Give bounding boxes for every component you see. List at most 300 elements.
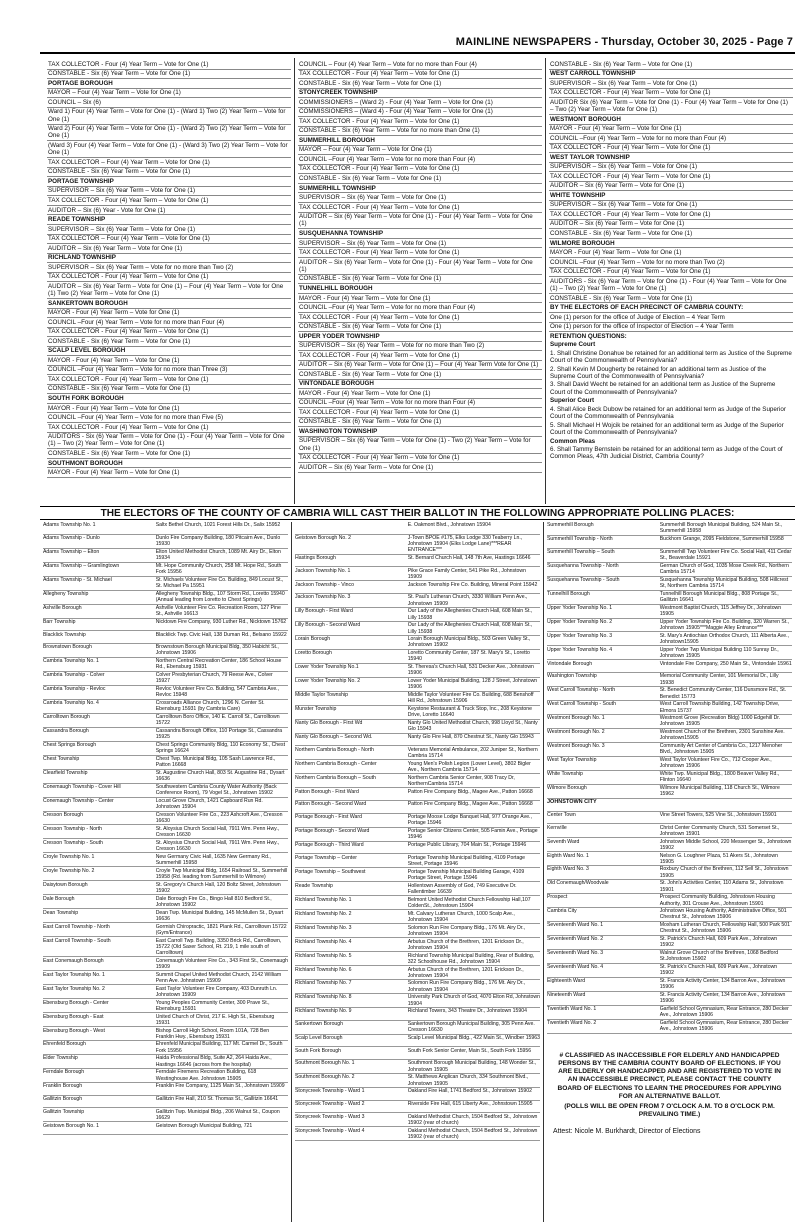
precinct-name: Summerhill Township - North [547,536,613,543]
polling-place-row [295,1113,540,1127]
polling-location: Portage Moose Lodge Banquet Hall, 977 Orange Ave., Portage 15946 [407,814,532,827]
polling-place-row [295,868,540,882]
precinct-name: Allegheny Township [43,590,89,597]
polling-location: Moxham Lutheran Church, Fellowship Hall, 500 Park 501 Chestnut St., Johnstown 15906 [659,922,790,935]
polling-location: Patton Fire Company Bldg., Magee Ave., Patton 16668 [407,788,533,795]
polling-place-row [295,952,540,966]
precinct-name: Clearfield Township [43,769,88,776]
polling-place-row [43,700,288,714]
polling-location: West Taylor Volunteer Fire Co., 712 Cooper Ave., Johnstown 15906 [659,757,772,770]
polling-place-row [43,686,288,700]
precinct-name: Stonycreek Township - Ward 2 [295,1101,365,1108]
polling-place-row [547,838,792,852]
office-line: CONSTABLE - Six (6) Year Term – Vote for One (1) [47,449,291,459]
precinct-name: Richland Township No. 2 [295,910,352,917]
masthead-title: MAINLINE NEWSPAPERS - Thursday, October 30, 2025 - Page 7 [455,36,793,48]
polling-place-row [43,644,288,658]
office-heading: Common Pleas [550,437,596,445]
polling-place-row [295,1008,540,1021]
offices-column-2 [295,58,546,504]
precinct-name: JOHNSTOWN CITY [547,799,597,806]
precinct-name: Twentieth Ward No. 1 [547,1006,597,1013]
precinct-name: Gallitzin Township [43,1108,85,1115]
polling-location: Garfield School Gymnasium, Rear Entrance, 280 Decker Ave., Johnstown 15906 [659,1020,789,1033]
polling-place-row [295,720,540,734]
polling-location: Chest Twp. Municipal Bldg, 105 Sash Lawrence Rd., Patton 16668 [155,756,276,769]
polling-place-row [547,908,792,922]
office-heading: TUNNELHILL BOROUGH [298,284,542,294]
polling-location: Oakland Methodist Church, 1504 Bedford St., Johnstown 15902 (rear of church) [407,1127,538,1140]
polling-place-row [43,798,288,812]
polling-place-row [547,605,792,619]
polling-location: Summerhill Borough Municipal Building, 524 Main St., Summerhill 15958 [659,522,783,535]
polling-place-row [547,1020,792,1034]
polling-place-row [295,1047,540,1060]
polling-location: Patton Fire Company Bldg., Magee Ave., Patton 16668 [407,801,533,808]
polling-place-row [547,757,792,771]
polling-place-row [295,842,540,855]
precinct-name: Adams Township – Elton [43,549,100,556]
office-heading: RICHLAND TOWNSHIP [47,254,291,264]
poll-hours: (POLLS WILL BE OPEN FROM 7 O'CLOCK A.M. TO 8 O'CLOCK P.M. PREVAILING TIME.) [564,1102,775,1119]
polling-place-row [547,701,792,715]
polling-place-row [547,785,792,799]
polling-place-row [295,1021,540,1035]
office-line: AUDITORS - Six (6) Year Term – Vote for One (1) - Four (4) Year Term – Vote for One (1) – Two (2) Year Term – Vote for One (1) [47,433,291,450]
precinct-name: Seventeenth Ward No. 1 [547,922,604,929]
polling-place-row [295,828,540,842]
polling-place-row [547,591,792,605]
polling-location: Pike Grace Family Center, 541 Pike Rd., Johnstown 15909 [407,567,526,580]
precinct-name: East Conemaugh Borough [43,957,104,964]
polling-place-row [547,880,792,894]
polling-place-row [295,650,540,664]
polling-place-row [295,535,540,555]
office-heading: STONYCREEK TOWNSHIP [298,89,542,99]
polling-place-row [547,729,792,743]
office-heading: PORTAGE BOROUGH [47,79,291,89]
polling-location: Prospect Community Building, Johnstown Housing Authority, 301 Crouse Ave., Johnstown 15901 [659,894,775,907]
polling-place-row [43,714,288,728]
office-heading: Superior Court [550,397,595,405]
office-line: CONSTABLE - Six (6) Year Term – Vote for no more than One (1) [298,127,542,137]
precinct-name: Munster Township [295,706,337,713]
polling-place-row [43,770,288,784]
precinct-name: Upper Yoder Township No. 3 [547,632,613,639]
polling-location: Geistown Borough Municipal Building, 721 [155,1122,253,1129]
polling-place-row [43,909,288,923]
office-line: TAX COLLECTOR - Four (4) Year Term – Vote for One (1) [298,248,542,258]
office-line: COUNCIL – Four (4) Year Term – Vote for no more than Four (4) [298,60,542,70]
polling-place-row [295,994,540,1008]
polling-location [660,799,792,810]
polling-location: East Taylor Volunteer Fire Company, 403 Dunruth Ln. Johnstown 15909 [155,985,278,998]
precinct-name: Franklin Borough [43,1083,83,1090]
precinct-name: Barr Township [43,618,76,625]
precinct-name: East Taylor Township No. 1 [43,971,105,978]
polling-places-banner: THE ELECTORS OF THE COUNTY OF CAMBRIA WILL CAST THEIR BALLOT IN THE FOLLOWING APPROPRIATE POLLING PLACES: [40,506,795,520]
office-line: CONSTABLE - Six (6) Year Term – Vote for One (1) [298,79,542,89]
polling-place-row [295,966,540,980]
polling-location: Belmont United Methodist Church Fellowship Hall,107 ColdenSt., Johnstown 15904 [407,896,531,909]
precinct-name: Center Town [547,811,576,818]
polling-place-row [43,957,288,971]
polling-location: Nanty Glo United Methodist Church, 998 Lloyd St., Nanty Glo 15943 [407,720,538,733]
polling-location: St. Francis Activity Center, 134 Barron Ave., Johnstown 15906 [659,992,786,1005]
polling-location: Dean Twp. Municipal Building, 145 McMullen St., Dysart 16636 [155,909,284,922]
polling-place-row [43,605,288,619]
office-heading: WHITE TOWNSHIP [549,191,793,201]
polling-place-row [547,715,792,729]
polling-location: Croyle Twp Municipal Bldg, 1654 Railroad St., Summerhill 15958 (Rd. leading from Summerhill to Wilmore) [155,867,288,880]
office-line: TAX COLLECTOR - Four (4) Year Term – Vote for One (1) [549,89,793,99]
office-line: TAX COLLECTOR – Four (4) Year Term – Vote for One (1) [47,158,291,168]
polling-location: Northern Central Recreation Center, 186 School House Rd., Ebensburg 15931 [155,658,282,671]
precinct-name: Jackson Township - Vinco [295,581,354,588]
polling-location: Conemaugh Volunteer Fire Co., 343 First St., Conemaugh 15909 [155,957,288,970]
polling-location: Oakland Fire Hall, 1741 Bedford St., Johnstown 15902 [407,1088,532,1095]
accessibility-notice-text: # CLASSIFIED AS INACCESSIBLE FOR ELDERLY AND HANDICAPPED PERSONS BY THE CAMBRIA COUNTY BOARD OF ELECTIONS. IF YOU ARE ELDERLY OR HANDICAPPED AND ARE REGISTERED TO VOTE IN AN INACCESSIBLE PRECINCT, PLEASE CONTACT THE COUNTY BOARD OF ELECTIONS TO LEARN THE PROCEDURES FOR APPLYING FOR AN ALTERNATIVE BALLOT. [557,1051,782,1100]
polling-place-row [295,1035,540,1048]
office-line: MAYOR - Four (4) Year Term – Vote for One (1) [549,248,793,258]
polls-column-1 [40,522,292,1222]
polling-location: Summerhill Twp Volunteer Fire Co. Social Hall, 411 Cedar St., Beaverdale 15921 [659,549,792,562]
precinct-name: Upper Yoder Township No. 2 [547,618,613,625]
polls-column-2 [292,522,544,1222]
polling-location: Garfield School Gymnasium, Rear Entrance, 280 Decker Ave., Johnstown 15906 [659,1006,789,1019]
polling-location: Saltx Bethel Church, 1021 Forest Hills Dr., Salix 15952 [155,522,281,529]
polling-place-row [43,825,288,839]
polling-place-row [547,673,792,687]
polling-location: Westmont Grove (Recreation Bldg) 1000 Edgehill Dr. Johnstown 15905 [659,715,781,728]
precinct-name: Richland Township No. 5 [295,952,352,959]
polling-location: Sankertown Borough Municipal Building, 305 Penn Ave. Cresson 16630 [407,1021,535,1034]
polling-place-row [547,922,792,936]
polling-place-row [43,631,288,644]
precinct-name: Hastings Borough [295,555,336,562]
precinct-name: Cassandra Borough [43,728,89,735]
polling-location: Portage Senior Citizens Center, 505 Famin Ave., Portage 15946 [407,828,538,841]
office-line: COUNCIL –Four (4) Year Term – Vote for no more than Four (4) [47,318,291,328]
precinct-name: Cambria Township No. 4 [43,700,99,707]
precinct-name: West Carroll Township - North [547,687,616,694]
precinct-name: Richland Township No. 9 [295,1008,352,1015]
polling-location: Arbutus Church of the Brethren, 1201 Erickson Dr., Johnstown 15904 [407,966,524,979]
polling-place-row [547,687,792,701]
precinct-name: Croyle Township No. 1 [43,853,95,860]
polling-place-row [295,1127,540,1141]
polling-location: Gallitzin Fire Hall, 210 St. Thomas St., Gallitzin 16641 [155,1096,279,1103]
polling-location: Summit Chapel United Methodist Church, 2142 William Penn Ave. Johnstown 15909 [155,971,282,984]
office-line: AUDITOR – Six (6) Year Term – Vote for One (1) – Four (4) Year Term – Vote for One (1) Two (2) Year Term – Vote for One (1) [47,282,291,299]
precinct-name: Old Conemaugh/Woodvale [547,880,609,887]
office-line: AUDITOR – Six (6) Year Term – Vote for One (1) – Four (4) Year Term Vote for One (1) [298,361,542,371]
precinct-name: Brownstown Borough [43,644,92,651]
polling-place-row [547,894,792,908]
precinct-name: Lower Yoder Township No. 2 [295,678,361,685]
polling-location: Solomon Run Fire Company Bldg., 176 Mt. Airy Dr., Johnstown 15904 [407,924,526,937]
office-heading: WEST TAYLOR TOWNSHIP [549,153,793,163]
polling-location: St. Michaels Volunteer Fire Co. Building, 849 Locust St., St. Michael Pa 15951 [155,576,284,590]
polling-place-row [295,814,540,828]
precinct-name: West Carroll Township - South [547,701,616,708]
office-heading: SOUTHMONT BOROUGH [47,459,291,469]
office-line: CONSTABLE - Six (6) Year Term – Vote for One (1) [549,294,793,304]
polling-place-row [547,660,792,673]
polling-location: Gallitzin Twp. Municipal Bldg., 206 Walnut St., Coupon 16629 [155,1108,280,1121]
precinct-name: Adams Township – Gramlingtown [43,563,120,570]
precinct-name: Ehrenfeld Borough [43,1041,86,1048]
precinct-name: Chest Springs Borough [43,742,97,749]
polling-location: United Church of Christ, 217 E. High St., Ebensburg 15931 [155,1013,275,1026]
precinct-name: Gallitzin Borough [43,1096,83,1103]
polling-place-row [547,632,792,646]
polling-location: South Fork Senior Center, Main St., South Fork 15956 [407,1047,532,1054]
office-line: TAX COLLECTOR - Four (4) Year Term – Vote for One (1) [298,351,542,361]
precinct-name: Northern Cambria Borough – South [295,774,376,781]
polling-place-row [547,549,792,563]
precinct-name: Lilly Borough - First Ward [295,608,353,615]
polling-location: Oakland Methodist Church, 1504 Bedford St., Johnstown 15902 (rear of church) [407,1113,538,1126]
polling-place-row [295,636,540,650]
polling-location: New Germany Civic Hall, 1635 New Germany Rd., Summerhill 15958 [155,853,271,866]
office-line: TAX COLLECTOR - Four (4) Year Term – Vote for One (1) [549,144,793,154]
office-line: CONSTABLE - Six (6) Year Term – Vote for One (1) [47,70,291,80]
masthead-rule [40,52,795,54]
office-line: 1. Shall Christine Donahue be retained for an additional term as Justice of the Supreme Court of the Commonwealth of Pennsylvania? [550,349,792,365]
office-line: Ward 1) Four (4) Year Term – Vote for One (1) - (Ward 1) Two (2) Year Term – Vote for One (1) [47,108,291,125]
office-line: TAX COLLECTOR - Four (4) Year Term – Vote for One (1) [549,268,793,278]
polling-location: Memorial Community Center, 101 Memorial Dr., Lilly 15938 [659,673,779,686]
polling-location: Our Lady of the Alleghenies Church Hall, 608 Main St., Lilly 15938 [407,608,533,621]
polling-location: Hollentown Assembly of God, 749 Executive Dr. Fallentimber 16639 [407,882,517,895]
precinct-name: Ashville Borough [43,604,82,611]
polling-location: Blacklick Twp. Civic Hall, 138 Duman Rd., Belsano 15922 [155,631,287,638]
office-line: TAX COLLECTOR - Four (4) Year Term – Vote for One (1) [47,375,291,385]
polling-place-row [547,799,792,812]
polling-place-row [43,1041,288,1055]
office-heading: BY THE ELECTORS OF EACH PRECINCT OF CAMBRIA COUNTY: [549,303,793,313]
attestation: Attest: Nicole M. Burkhardt, Director of Elections [553,1128,701,1136]
precinct-name: Cresson Township - South [43,839,103,846]
offices-column-3 [546,58,796,504]
precinct-name: Wilmore Borough [547,785,587,792]
precinct-name: Eighteenth Ward [547,978,586,985]
polling-location: Ehrenfeld Municipal Building, 117 Mt. Carmel Dr., South Fork 15956 [155,1041,283,1054]
precinct-name: Jackson Township No. 1 [295,567,351,574]
polling-location: Northern Cambria Senior Center, 908 Tracy Dr, NorthernCambria 15714 [407,774,515,787]
polling-place-row [43,619,288,632]
precinct-name: Elder Township [43,1055,78,1062]
polling-location: Chest Springs Community Bldg, 110 Economy St., Chest Springs 16624 [155,742,286,755]
polling-location: St. Gregory's Church Hall, 120 Boltz Street, Johnstown 15902 [155,881,281,894]
polling-place-row [547,812,792,825]
precinct-name: Upper Yoder Township No. 4 [547,646,613,653]
office-line: COUNCIL –Four (4) Year Term – Vote for no more than Four (4) [298,303,542,313]
precinct-name: Scalp Level Borough [295,1035,343,1042]
polling-place-row [43,784,288,798]
precinct-name: Stonycreek Township - Ward 3 [295,1113,365,1120]
polling-place-row [43,867,288,881]
precinct-name: Stonycreek Township - Ward 4 [295,1127,365,1134]
polling-location: Southmont Borough Municipal Building, 148 Wonder St., Johnstown 15905 [407,1060,537,1073]
polling-location: Wilmore Municipal Building, 118 Church St., Wilmore 15962 [659,785,780,798]
precinct-name: Patton Borough - First Ward [295,788,359,795]
polling-location: Riverside Fire Hall, 615 Liberty Ave., Johnstown 15905 [407,1101,533,1108]
polling-place-row [43,728,288,742]
polling-location: St. John's Activities Center, 110 Adams St., Johnstown 15901 [659,880,784,893]
polling-place-row [547,992,792,1006]
office-line: CONSTABLE - Six (6) Year Term – Vote for One (1) [298,275,542,285]
office-line: SUPERVISOR – Six (6) Year Term – Vote for One (1) [549,163,793,173]
polling-place-row [43,881,288,895]
office-line: MAYOR - Four (4) Year Term – Vote for One (1) [298,294,542,304]
precinct-name [295,522,408,533]
polling-place-row [295,924,540,938]
polling-place-row [295,938,540,952]
polling-location: Community Art Center of Cambria Co., 1217 Menoher Blvd., Johnstown 15905 [659,743,783,756]
polling-location: Crossroads Alliance Church, 1296 N. Center St. Ebensburg 15931 (by Cambria Care) [155,700,265,713]
polling-location: Dunlo Fire Company Building, 180 Pitcairn Ave., Dunlo 15930 [155,535,281,548]
office-line: TAX COLLECTOR - Four (4) Year Term – Vote for One (1) [47,273,291,283]
office-heading: WILMORE BOROUGH [549,239,793,249]
polling-place-row [295,622,540,636]
polling-location: Haida Professional Bldg, Suite A2, 264 Haida Ave., Hastings 16646 (across from the hospital) [155,1055,272,1068]
office-line: COUNCIL –Four (4) Year Term – Vote for no more than Four (4) [298,399,542,409]
office-line: One (1) person for the office of Judge of Election – 4 Year Term [549,313,793,323]
polling-place-row [295,774,540,788]
office-line: AUDITOR Six (6) Year Term – Vote for One (1) - Four (4) Year Term – Vote for One (1) – Two (2) Year Term – Vote for One (1) [549,98,793,115]
precinct-name: Sankertown Borough [295,1021,344,1028]
office-line: 6. Shall Tammy Bernstein be retained for an additional term as Judge of the Court of Common Pleas, 47th Judicial District, Cambria County? [550,446,783,461]
office-line: CONSTABLE - Six (6) Year Term – Vote for One (1) [549,229,793,239]
office-line: AUDITOR – Six (6) Year Term – Vote for One (1) - Four (4) Year Term – Vote for One (1) [298,258,542,275]
precinct-name: East Carroll Township - North [43,923,110,930]
polling-location: West Carroll Township Building, 142 Township Drive, Elmora 15737 [659,701,780,714]
office-line: CONSTABLE - Six (6) Year Term – Vote for One (1) [47,168,291,178]
office-line: 2. Shall Kevin M Dougherty be retained for an additional term as Justice of the Supreme Court of the Commonwealth of Pennsylvania? [550,365,767,380]
office-line: TAX COLLECTOR - Four (4) Year Term – Vote for One (1) [47,60,291,70]
polling-location: Lower Yoder Municipal Building, 128 J Street, Johnstown 15906 [407,678,538,691]
polling-place-row [547,978,792,992]
precinct-name: Carrolltown Borough [43,714,90,721]
polling-location: Locust Grove Church, 1421 Capboard Run Rd. Johnstown 15904 [155,797,263,811]
precinct-name: Conemaugh Township - Cover Hill [43,783,121,790]
polling-location: Cassandra Borough Office, 110 Portage St., Cassandra 15925 [155,728,283,741]
office-line: MAYOR - Four (4) Year Term – Vote for One (1) [47,356,291,366]
office-line: MAYOR – Four (4) Year Term – Vote for One (1) [298,146,542,156]
polling-location: Dale Borough Fire Co., Bingo Hall 810 Bedford St., Johnstown 15902 [155,895,272,908]
office-line: CONSTABLE - Six (6) Year Term – Vote for One (1) [47,337,291,347]
precinct-name: Lower Yoder Township No.1 [295,664,359,671]
polling-location: Tunnelhill Borough Municipal Bldg., 808 Portage St., Gallitzin 16641 [659,590,779,604]
polling-location: Vintondale Fire Company, 250 Main St., Vintondale 15961 [659,660,792,667]
polls-column-3 [544,522,795,1222]
polling-location: Arbutus Church of the Brethren, 1201 Erickson Dr., Johnstown 15904 [407,938,524,951]
office-line: SUPERVISOR – Six (6) Year Term – Vote for One (1) [298,239,542,249]
office-line: 3. Shall David Wecht be retained for an additional term as Justice of the Supreme Court of the Commonwealth of Pennsylvania? [550,381,776,396]
polling-place-row [43,1083,288,1096]
polling-location: Southwestern Cambria County Water Authority (Back Conference Room), 79 Vogel St., Johnstown 15902 [155,783,277,797]
polling-place-row [295,980,540,994]
precinct-name: Dean Township [43,909,79,916]
office-line: SUPERVISOR – Six (6) Year Term – Vote for One (1) [549,79,793,89]
polling-place-row [43,577,288,591]
polling-place-row [43,985,288,999]
polling-location: East Carroll Twp. Building, 3350 Brick Rd., Carrolltown, 15722 (Old Saxer School, Rt. 219, 1 mile south of Carrolltown) [155,937,282,956]
precinct-name: South Fork Borough [295,1047,342,1054]
office-line: TAX COLLECTOR - Four (4) Year Term – Vote for One (1) [298,117,542,127]
polling-location: Lorain Borough Municipal Bldg., 503 Green Valley St., Johnstown 15902 [407,636,531,649]
polling-location: Mt. Calvary Lutheran Church, 1000 Scalp Ave., Johnstown 15904 [407,910,515,923]
precinct-name: Richland Township No. 6 [295,966,352,973]
polling-place-row [43,1096,288,1109]
office-line: Ward 2) Four (4) Year Term – Vote for One (1) - (Ward 2) Two (2) Year Term – Vote for One (1) [47,125,291,142]
precinct-name: Twentieth Ward No. 2 [547,1020,597,1027]
office-heading: SUMMERHILL TOWNSHIP [298,184,542,194]
office-line: 4. Shall Alice Beck Dubow be retained for an additional term as Judge of the Superior Court of the Commonwealth of Pennsylvania [550,405,786,421]
polling-location: Our Lady of the Alleghenies Church Hall, 608 Main St., Lilly 15938 [407,622,533,635]
polls-column-3-rows [547,522,792,1034]
office-heading: Supreme Court [550,341,596,349]
precinct-name: Cambria Township - Revloc [43,686,106,693]
office-line: TAX COLLECTOR - Four (4) Year Term – Vote for One (1) [47,328,291,338]
office-line: SUPERVISOR – Six (6) Year Term – Vote for One (1) [549,201,793,211]
precinct-name: Blacklick Township [43,631,86,638]
office-heading: WESTMONT BOROUGH [549,115,793,125]
office-line: COUNCIL –Four (4) Year Term – Vote for no more than Two (2) [549,258,793,268]
polling-location: Buckhorn Grange, 2095 Fieldstone, Summerhill 15958 [659,536,784,543]
office-line: COUNCIL –Four (4) Year Term – Vote for no more than Four (4) [549,134,793,144]
office-line: 5. Shall Michael H Wojcik be retained for an additional term as Judge of the Superior Court of the Commonwealth of Pennsylvania? [550,421,784,437]
polling-location: German Church of God, 1035 Mose Creek Rd., Northern Cambria 15714 [659,563,789,576]
polling-place-row [43,563,288,577]
polling-location: Solomon Run Fire Company Bldg., 176 Mt. Airy Dr., Johnstown 15904 [407,980,526,993]
office-line: AUDITOR – Six (6) Year Term – Vote for One (1) [549,220,793,230]
precinct-name: Richland Township No. 1 [295,896,352,903]
office-line: CONSTABLE - Six (6) Year Term – Vote for One (1) [298,418,542,428]
precinct-name: Croyle Township No. 2 [43,867,95,874]
offices-section [44,58,796,504]
precinct-name: Prospect [547,894,568,901]
precinct-name: Nanty Glo Borough – Second Wd. [295,734,373,741]
polling-location: Westmont Baptist Church, 115 Jeffrey Dr., Johnstown 15905 [659,604,782,618]
office-line: TAX COLLECTOR - Four (4) Year Term – Vote for One (1) [298,408,542,418]
polling-place-row [295,1101,540,1114]
precinct-name: Portage Township – Southwest [295,868,366,875]
precinct-name: Seventeenth Ward No. 3 [547,950,604,957]
office-heading: PORTAGE TOWNSHIP [47,177,291,187]
office-line: TAX COLLECTOR - Four (4) Year Term – Vote for One (1) [47,196,291,206]
polling-location: Colver Presbyterian Church, 79 Reese Ave., Colver 15927 [155,672,273,685]
polling-location: St. Mary's Antiochian Orthodox Church, 111 Alberta Ave., Johnstown15905 [659,632,789,645]
office-line: COUNCIL –Four (4) Year Term – Vote for no more than Five (5) [47,413,291,423]
polling-place-row [295,1074,540,1088]
office-line: CONSTABLE - Six (6) Year Term – Vote for One (1) [298,323,542,333]
precinct-name: Ferndale Borough [43,1069,85,1076]
polling-place-row [547,771,792,785]
office-line: MAYOR – Four (4) Year Term – Vote for One (1) [47,89,291,99]
polling-place-row [43,672,288,686]
polling-place-row [43,535,288,549]
precinct-name: Lorain Borough [295,636,331,643]
polling-place-row [43,1122,288,1135]
polling-location: Westmont Church of the Brethren, 2301 Sunshine Ave. Johnstown15905 [659,729,785,742]
precinct-name: Loretto Borough [295,650,332,657]
office-line: AUDITOR – Six (6) Year Term – Vote for One (1) [549,182,793,192]
polling-location: St. Patrick's Church Hall, 609 Park Ave., Johnstown 15902 [659,936,778,949]
office-line: CONSTABLE - Six (6) Year Term – Vote for One (1) [47,385,291,395]
